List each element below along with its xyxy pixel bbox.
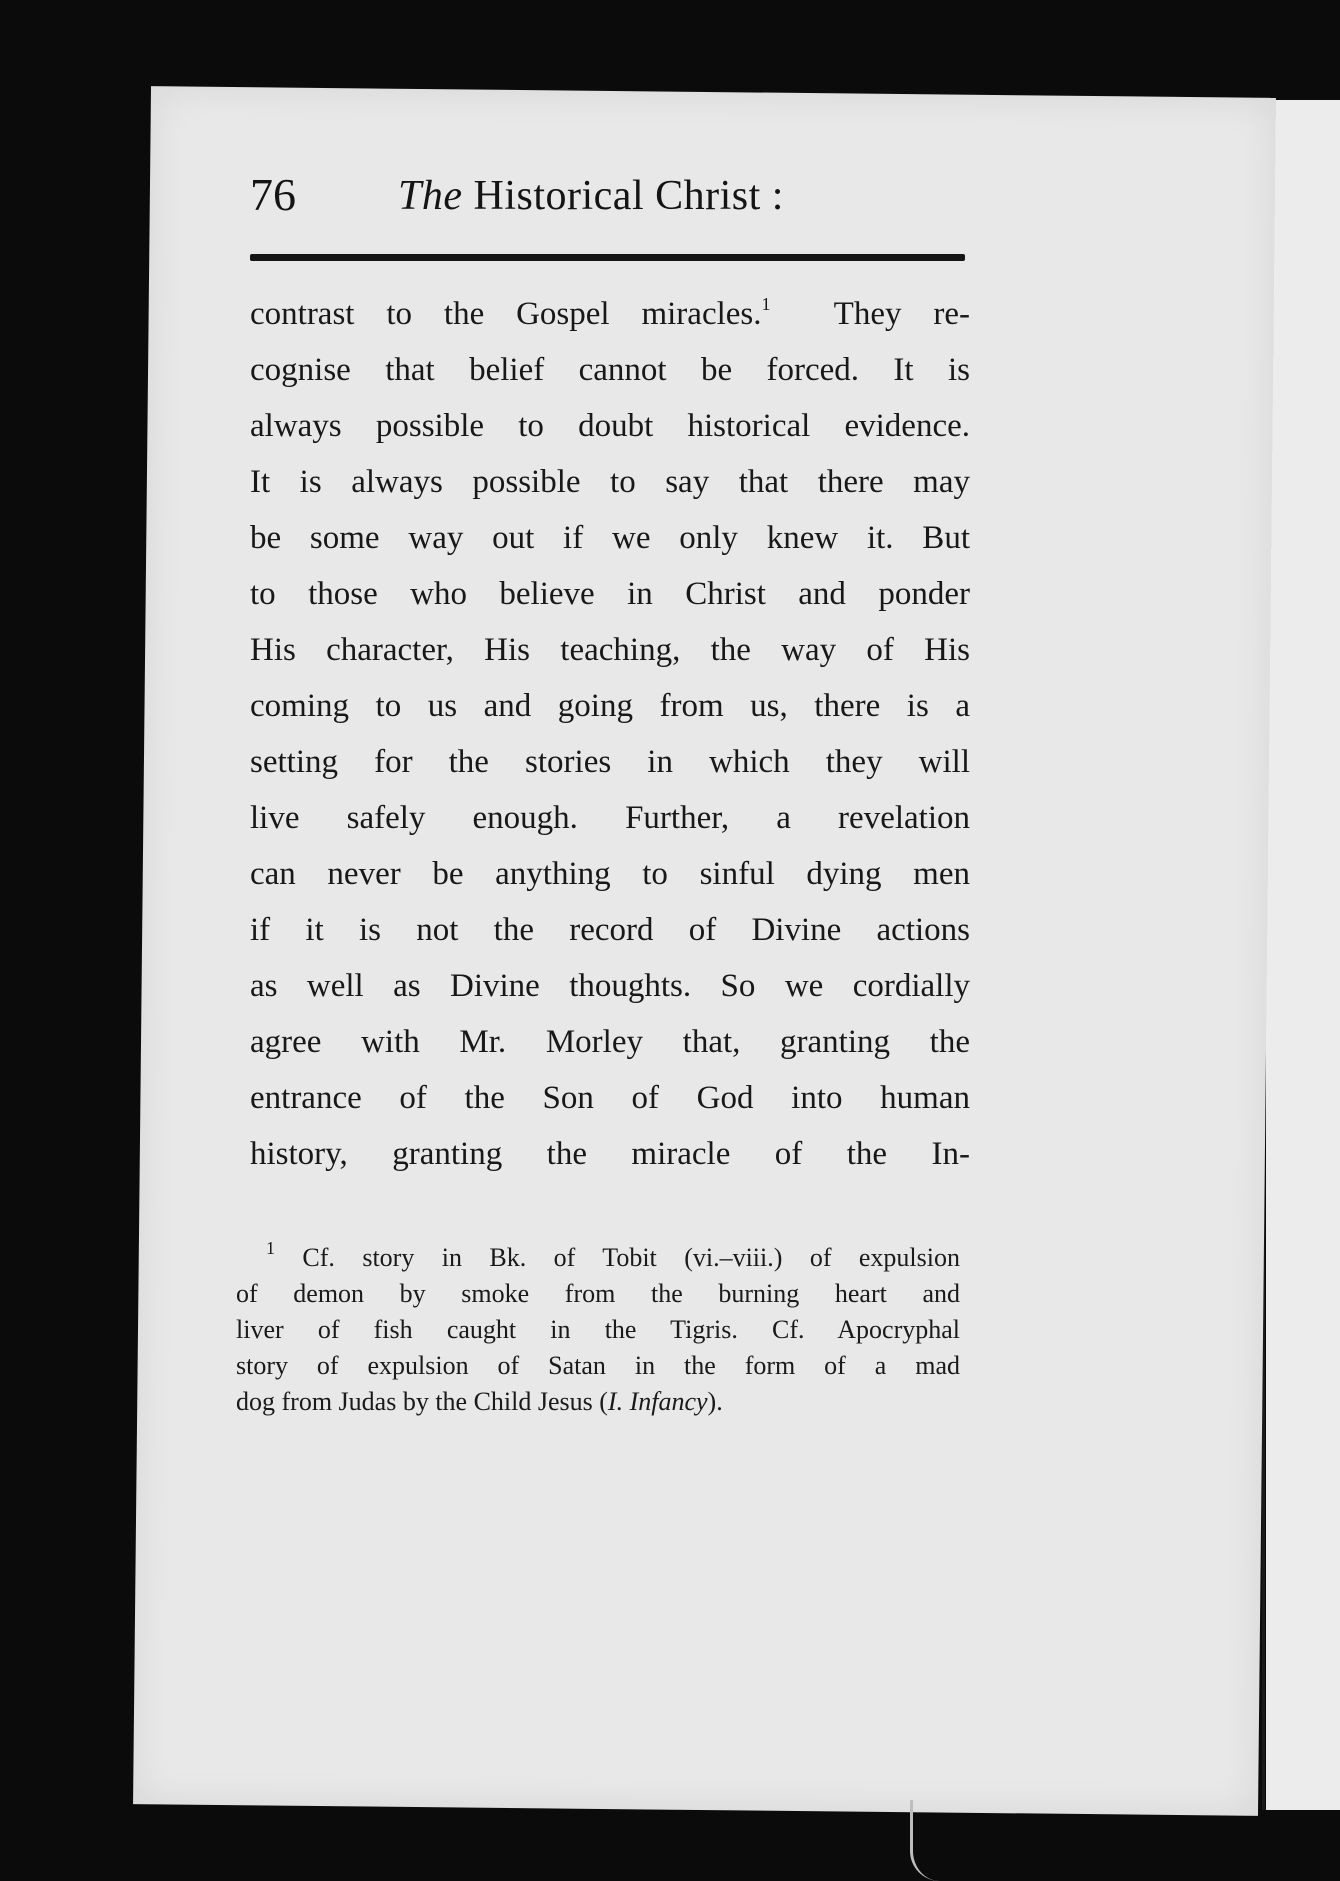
text-line-11: can never be anything to sinful dying men [250,856,970,892]
text-line-9: setting for the stories in which they will [250,744,970,780]
text-line-13: as well as Divine thoughts. So we cordially [250,968,970,1004]
text-line-12: if it is not the record of Divine actions [250,912,970,948]
text-line-1: contrast to the Gospel miracles.$^1$ They re- [250,294,970,332]
text-line-5: be some way out if we only knew it. But [250,520,970,556]
facing-page-edge [1266,100,1340,1810]
footnote-line-3: liver of fish caught in the Tigris. Cf. Apocryphal [236,1315,960,1344]
body-text [250,286,970,1182]
footnote-line-1: $^1$ Cf. story in Bk. of Tobit (vi.–viii.) of expulsion [266,1238,960,1272]
footnote [236,1240,960,1420]
page-edge-curve [910,1800,963,1881]
footnote-reference: 1 [761,294,771,314]
running-title [398,172,784,220]
text-line-3: always possible to doubt historical evidence. [250,408,970,444]
footnote-italic-title: I. Infancy [607,1387,708,1416]
footnote-line-4: story of expulsion of Satan in the form of a mad [236,1351,960,1380]
running-title-main: Historical Christ : [473,173,784,219]
footnote-line-2: of demon by smoke from the burning heart and [236,1279,960,1308]
header-rule [250,254,965,261]
text-line-4: It is always possible to say that there may [250,464,970,500]
footnote-line-5: dog from Judas by the Child Jesus (I. Infancy). [236,1387,723,1416]
text-line-2: cognise that belief cannot be forced. It is [250,352,970,388]
page-number: 76 [250,169,296,220]
text-line-8: coming to us and going from us, there is a [250,688,970,724]
text-line-14: agree with Mr. Morley that, granting the [250,1024,970,1060]
text-line-16: history, granting the miracle of the In- [250,1136,970,1172]
running-title-prefix: The [398,173,463,219]
running-header [250,168,970,228]
text-line-15: entrance of the Son of God into human [250,1080,970,1116]
text-line-10: live safely enough. Further, a revelation [250,800,970,836]
footnote-marker: 1 [266,1238,275,1259]
text-line-6: to those who believe in Christ and ponder [250,576,970,612]
text-line-7: His character, His teaching, the way of His [250,632,970,668]
